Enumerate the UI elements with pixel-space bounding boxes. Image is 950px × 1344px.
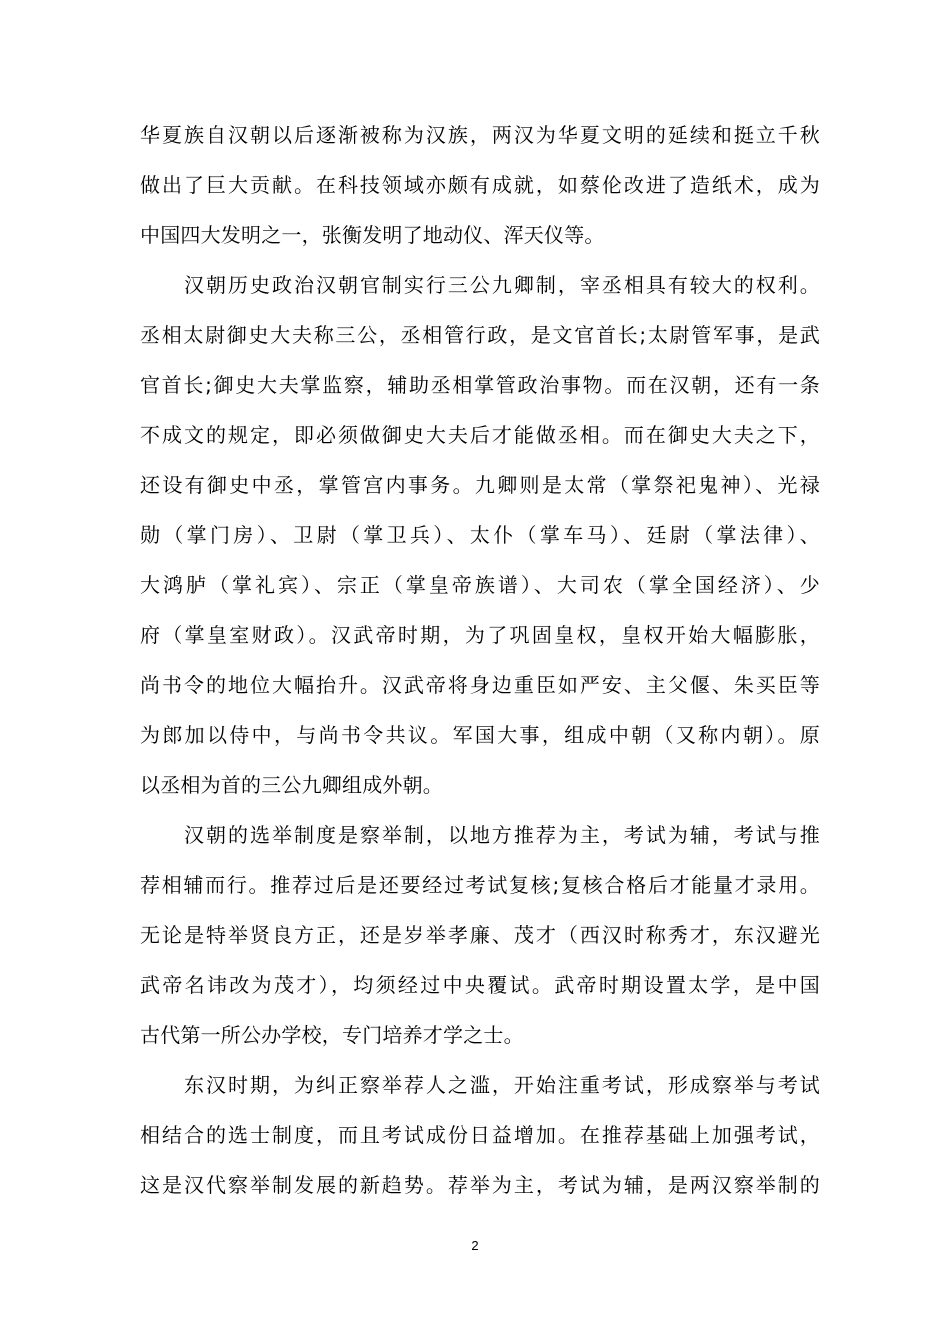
paragraph-4-line-2: 相结合的选士制度，而且考试成份日益增加。在推荐基础上加强考试， bbox=[140, 1123, 820, 1147]
paragraph-4-line-1: 东汉时期，为纠正察举荐人之滥，开始注重考试，形成察举与考试 bbox=[184, 1073, 820, 1097]
paragraph-3-line-2: 荐相辅而行。推荐过后是还要经过考试复核;复核合格后才能量才录用。 bbox=[140, 873, 820, 897]
paragraph-4-line-3: 这是汉代察举制发展的新趋势。荐举为主，考试为辅，是两汉察举制的 bbox=[140, 1173, 820, 1197]
paragraph-2-line-2: 丞相太尉御史大夫称三公，丞相管行政，是文官首长;太尉管军事，是武 bbox=[140, 323, 820, 347]
paragraph-1-line-2: 做出了巨大贡献。在科技领域亦颇有成就，如蔡伦改进了造纸术，成为 bbox=[140, 173, 820, 197]
paragraph-2-line-9: 尚书令的地位大幅抬升。汉武帝将身边重臣如严安、主父偃、朱买臣等 bbox=[140, 673, 820, 697]
paragraph-2-line-7: 大鸿胪（掌礼宾）、宗正（掌皇帝族谱）、大司农（掌全国经济）、少 bbox=[140, 573, 820, 597]
paragraph-2-line-8: 府（掌皇室财政）。汉武帝时期，为了巩固皇权，皇权开始大幅膨胀， bbox=[140, 623, 820, 647]
paragraph-2-line-10: 为郎加以侍中，与尚书令共议。军国大事，组成中朝（又称内朝）。原 bbox=[140, 723, 820, 747]
paragraph-3-line-5: 古代第一所公办学校，专门培养才学之士。 bbox=[140, 1023, 524, 1047]
paragraph-3-line-1: 汉朝的选举制度是察举制，以地方推荐为主，考试为辅，考试与推 bbox=[184, 823, 820, 847]
paragraph-1-line-1: 华夏族自汉朝以后逐渐被称为汉族，两汉为华夏文明的延续和挺立千秋 bbox=[140, 123, 820, 147]
paragraph-1-line-3: 中国四大发明之一，张衡发明了地动仪、浑天仪等。 bbox=[140, 223, 605, 247]
paragraph-2-line-5: 还设有御史中丞，掌管宫内事务。九卿则是太常（掌祭祀鬼神）、光禄 bbox=[140, 473, 820, 497]
paragraph-2-line-11: 以丞相为首的三公九卿组成外朝。 bbox=[140, 773, 443, 797]
paragraph-2-line-4: 不成文的规定，即必须做御史大夫后才能做丞相。而在御史大夫之下， bbox=[140, 423, 820, 447]
paragraph-2-line-6: 勋（掌门房）、卫尉（掌卫兵）、太仆（掌车马）、廷尉（掌法律）、 bbox=[140, 523, 820, 547]
paragraph-3-line-4: 武帝名讳改为茂才），均须经过中央覆试。武帝时期设置太学，是中国 bbox=[140, 973, 820, 997]
page-number: 2 bbox=[471, 1238, 479, 1253]
paragraph-2-line-3: 官首长;御史大夫掌监察，辅助丞相掌管政治事物。而在汉朝，还有一条 bbox=[140, 373, 820, 397]
paragraph-2-line-1: 汉朝历史政治汉朝官制实行三公九卿制，宰丞相具有较大的权利。 bbox=[184, 273, 820, 297]
paragraph-3-line-3: 无论是特举贤良方正，还是岁举孝廉、茂才（西汉时称秀才，东汉避光 bbox=[140, 923, 820, 947]
